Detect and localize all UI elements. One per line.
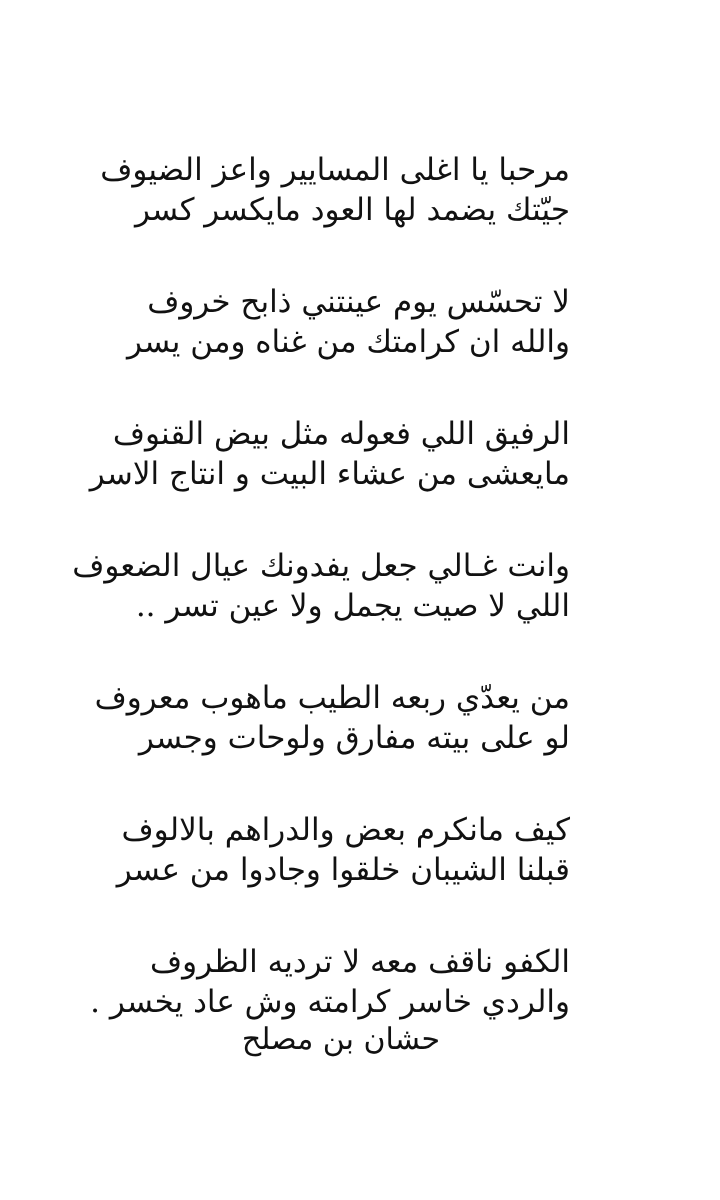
stanza-5	[94, 678, 570, 758]
verse-line: مرحبا يا اغلى المسايير واعز الضيوف	[100, 152, 570, 188]
verse-line: قبلنا الشيبان خلقوا وجادوا من عسر	[116, 852, 570, 888]
verse-line: جيّتك يضمد لها العود مايكسر كسر	[134, 192, 570, 228]
poem	[72, 150, 570, 1022]
verse-line: مايعشى من عشاء البيت و انتاج الاسر	[89, 456, 570, 492]
verse-line: وانت غـالي جعل يفدونك عيال الضعوف	[72, 548, 570, 584]
stanza-3	[89, 414, 570, 494]
stanza-7	[90, 942, 570, 1022]
verse-line: اللي لا صيت يجمل ولا عين تسر ..	[135, 588, 570, 624]
stanza-4	[72, 546, 570, 626]
verse-line: الكفو ناقف معه لا ترديه الظروف	[150, 944, 570, 980]
stanza-2	[127, 282, 570, 362]
verse-line: والردي خاسر كرامته وش عاد يخسر .	[90, 984, 570, 1020]
stanza-1	[100, 150, 570, 230]
verse-line: كيف مانكرم بعض والدراهم بالالوف	[121, 812, 570, 848]
stanza-6	[116, 810, 570, 890]
poet-signature: حشان بن مصلح	[241, 1022, 440, 1057]
verse-line: الرفيق اللي فعوله مثل بيض القنوف	[112, 416, 570, 452]
verse-line: من يعدّي ربعه الطيب ماهوب معروف	[94, 680, 570, 716]
verse-line: والله ان كرامتك من غناه ومن يسر	[127, 324, 570, 360]
verse-line: لو على بيته مفارق ولوحات وجسر	[138, 720, 570, 756]
verse-line: لا تحسّس يوم عينتني ذابح خروف	[147, 284, 570, 320]
